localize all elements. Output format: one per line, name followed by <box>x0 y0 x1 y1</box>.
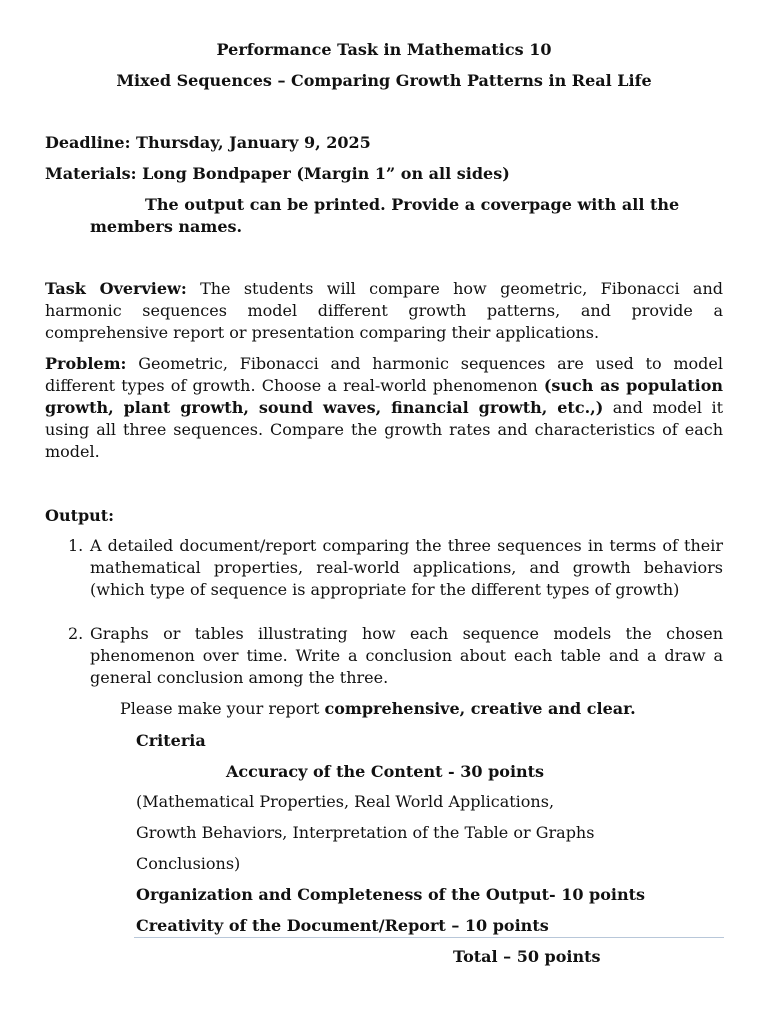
problem-text-a: Geometric, Fibonacci and harmonic sequences are used to model different types of growth. Choose a real-world phenomenon <box>45 354 723 395</box>
task-overview-label: Task Overview: <box>45 279 187 298</box>
please-text: Please make your report <box>120 699 320 718</box>
criteria-organization: Organization and Completeness of the Output- 10 points <box>136 885 646 904</box>
please-emphasis: comprehensive, creative and clear. <box>324 699 636 718</box>
criteria-accuracy-detail-3: Conclusions) <box>136 854 241 873</box>
document-title: Performance Task in Mathematics 10 <box>216 40 552 59</box>
problem-examples: (such as population growth, plant growth, sound waves, financial growth, etc.,) <box>45 376 724 417</box>
problem-paragraph <box>45 353 723 463</box>
materials-line: Materials: Long Bondpaper (Margin 1” on all sides) <box>45 164 510 183</box>
please-line <box>120 698 636 720</box>
output-item-2 <box>68 623 723 689</box>
criteria-accuracy-detail-1: (Mathematical Properties, Real World Applications, <box>136 792 555 811</box>
criteria-total: Total – 50 points <box>453 947 601 966</box>
output-item-1-number: 1. <box>68 536 84 555</box>
criteria-accuracy-detail-2: Growth Behaviors, Interpretation of the Table or Graphs <box>136 823 595 842</box>
output-label: Output: <box>45 506 115 525</box>
deadline-line: Deadline: Thursday, January 9, 2025 <box>45 133 371 152</box>
task-overview-paragraph <box>45 278 723 344</box>
problem-label: Problem: <box>45 354 127 373</box>
task-overview-text: The students will compare how geometric, Fibonacci and harmonic sequences model different growth patterns, and provide a comprehensive report or presentation comparing their applications. <box>45 279 724 342</box>
document-subtitle: Mixed Sequences – Comparing Growth Patterns in Real Life <box>116 71 652 90</box>
problem-text-b: and model it using all three sequences. Compare the growth rates and characteristics of each model. <box>45 398 723 461</box>
output-item-1-text: A detailed document/report comparing the three sequences in terms of their mathematical properties, real-world applications, and growth behaviors (which type of sequence is appropriate for the different types of growth) <box>90 536 723 599</box>
output-item-2-number: 2. <box>68 624 84 643</box>
table-border-line <box>134 937 724 938</box>
criteria-creativity: Creativity of the Document/Report – 10 points <box>136 916 549 935</box>
printing-note-line2: members names. <box>90 217 243 236</box>
criteria-label: Criteria <box>136 731 206 750</box>
printing-note-line1: The output can be printed. Provide a coverpage with all the <box>145 195 680 214</box>
criteria-accuracy: Accuracy of the Content - 30 points <box>226 762 545 781</box>
output-item-2-text: Graphs or tables illustrating how each sequence models the chosen phenomenon over time. Write a conclusion about each table and a draw a general conclusion among the three. <box>90 624 723 687</box>
output-item-1 <box>68 535 723 601</box>
